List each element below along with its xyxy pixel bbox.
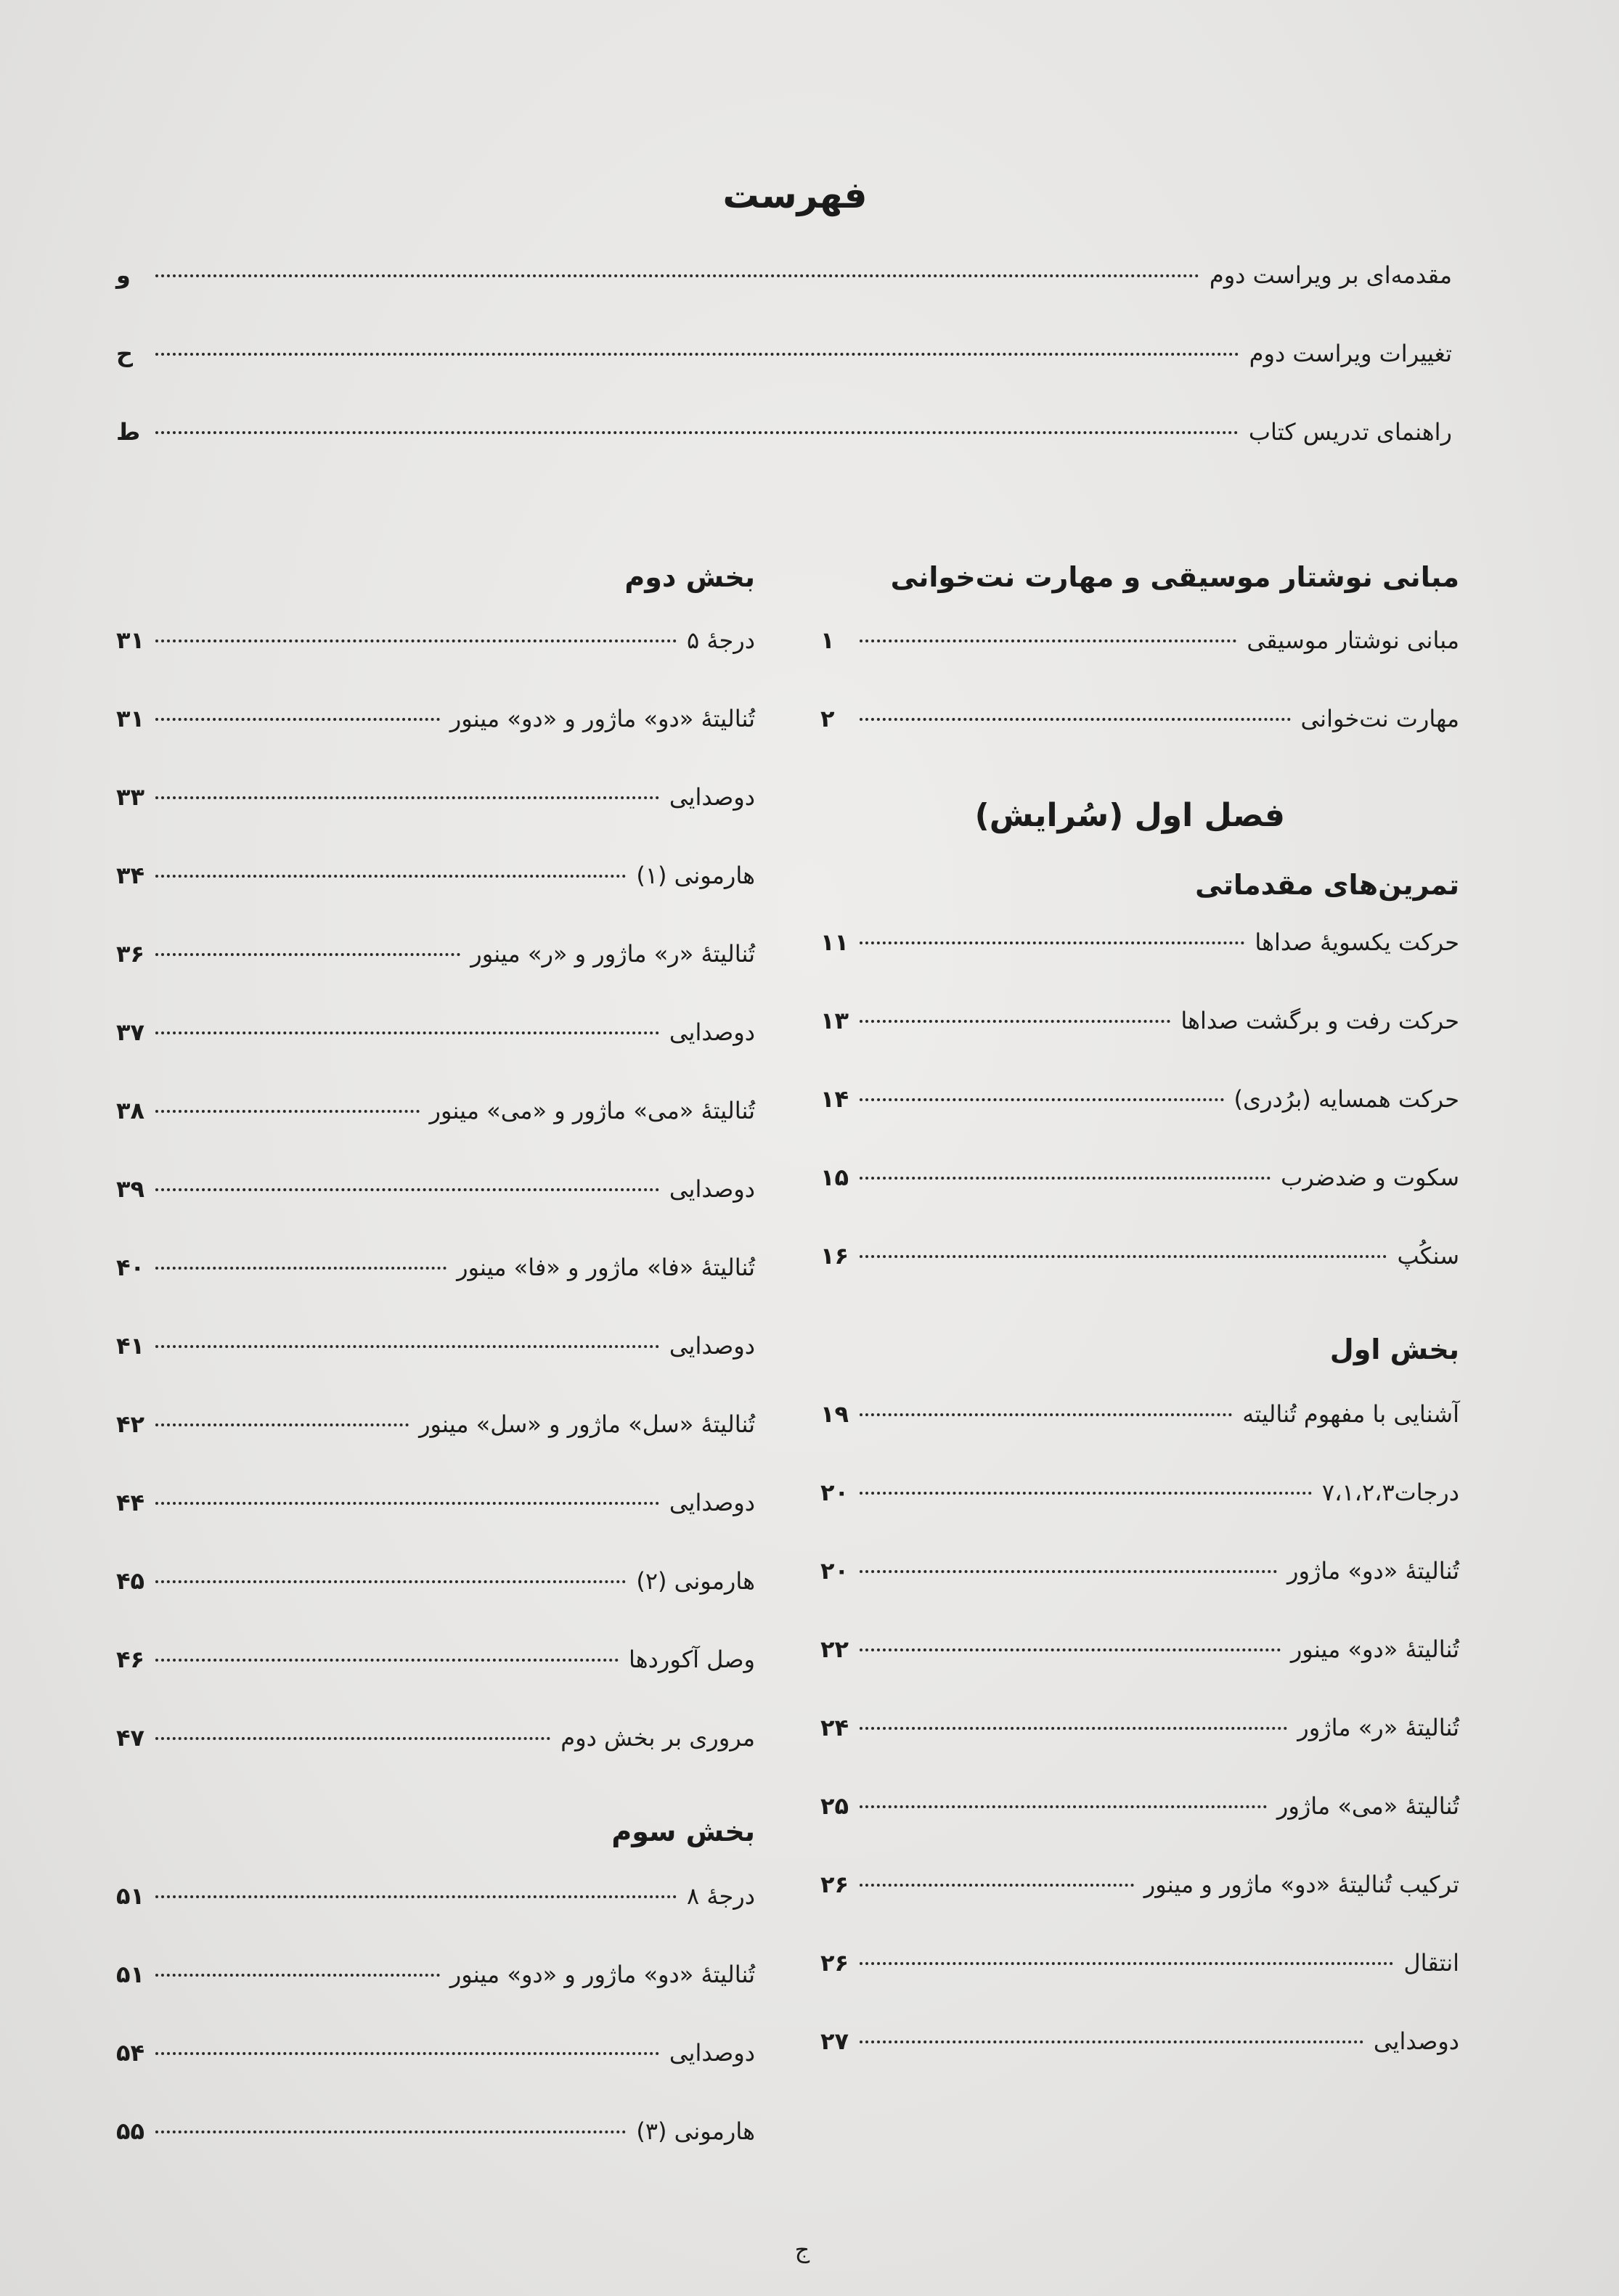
toc-entry-title: هارمونی (۲) [636, 1567, 755, 1595]
leader-dots [860, 640, 1236, 642]
toc-entry[interactable] [116, 1018, 755, 1097]
section-heading: مبانی نوشتار موسیقی و مهارت نت‌خوانی [890, 561, 1459, 593]
section-heading: بخش سوم [611, 1815, 755, 1847]
leader-dots [155, 1974, 440, 1977]
toc-entry[interactable] [820, 1949, 1459, 2027]
toc-entry-page: ۲ [820, 705, 835, 732]
toc-entry[interactable] [820, 1792, 1459, 1871]
toc-right-column [820, 548, 1459, 2106]
toc-entry-title: هارمونی (۱) [636, 862, 755, 889]
leader-dots [860, 1413, 1232, 1416]
toc-entry-title: دوصدایی [669, 1175, 755, 1203]
leader-dots [860, 1492, 1312, 1495]
toc-entry-title: تُنالیتهٔ «می» ماژور [1276, 1792, 1459, 1820]
toc-entry-title: درجهٔ ۸ [687, 1882, 755, 1910]
toc-entry-page: ۵۱ [116, 1961, 145, 1988]
leader-dots [155, 1423, 409, 1426]
toc-entry-page: ۴۶ [116, 1646, 145, 1673]
toc-entry-title: دوصدایی [669, 1489, 755, 1516]
toc-entry-title: انتقال [1403, 1949, 1459, 1977]
toc-entry-page: ۳۶ [116, 940, 145, 968]
toc-entry-title: وصل آکوردها [628, 1646, 755, 1673]
leader-dots [155, 431, 1239, 434]
leader-dots [860, 2040, 1363, 2043]
toc-entry-page: ۴۰ [116, 1254, 145, 1281]
toc-entry-page: ۳۱ [116, 626, 145, 654]
toc-entry[interactable] [116, 940, 755, 1018]
toc-entry-title: حرکت رفت و برگشت صداها [1180, 1007, 1459, 1034]
toc-entry-title: دوصدایی [1373, 2027, 1459, 2055]
toc-entry-title: تُنالیتهٔ «می» ماژور و «می» مینور [429, 1097, 755, 1124]
toc-entry-title: مهارت نت‌خوانی [1300, 705, 1459, 732]
toc-entry[interactable] [116, 1882, 755, 1961]
toc-entry[interactable] [116, 340, 1452, 418]
leader-dots [155, 2130, 626, 2133]
leader-dots [155, 953, 460, 956]
toc-entry[interactable] [820, 928, 1459, 1007]
toc-entry-page: ۵۴ [116, 2039, 145, 2067]
toc-entry-title: سکوت و ضدضرب [1281, 1164, 1459, 1191]
toc-entry-title: دوصدایی [669, 783, 755, 811]
leader-dots [155, 1502, 659, 1505]
toc-entry-page: ۳۷ [116, 1018, 145, 1046]
intro-list [116, 261, 1452, 497]
toc-entry-title: هارمونی (۳) [636, 2117, 755, 2145]
leader-dots [155, 1031, 659, 1034]
leader-dots [860, 1255, 1387, 1258]
toc-entry[interactable] [116, 783, 755, 862]
leader-dots [860, 1962, 1393, 1965]
toc-entry-title: مروری بر بخش دوم [560, 1724, 755, 1752]
toc-entry-title: سنکُپ [1397, 1242, 1459, 1270]
toc-entry-title: دوصدایی [669, 1332, 755, 1360]
toc-entry[interactable] [116, 1646, 755, 1724]
toc-entry-title: تُنالیتهٔ «دو» مینور [1290, 1635, 1459, 1663]
leader-dots [860, 1884, 1134, 1887]
leader-dots [860, 1805, 1267, 1808]
toc-entry[interactable] [820, 1242, 1459, 1320]
toc-entry-title: تُنالیتهٔ «دو» ماژور و «دو» مینور [449, 705, 755, 732]
toc-entry-page: ۲۰ [820, 1479, 849, 1506]
toc-entry-title: تُنالیتهٔ «فا» ماژور و «فا» مینور [457, 1254, 755, 1281]
leader-dots [860, 1570, 1277, 1573]
page-title: فهرست [722, 174, 868, 216]
toc-entry-page: ۱۳ [820, 1007, 849, 1034]
toc-entry[interactable] [116, 2039, 755, 2117]
toc-entry[interactable] [820, 1007, 1459, 1085]
leader-dots [860, 1177, 1271, 1180]
leader-dots [155, 718, 440, 721]
leader-dots [860, 1649, 1281, 1651]
toc-entry-page: ۵۱ [116, 1882, 145, 1910]
leader-dots [155, 1345, 659, 1348]
toc-entry[interactable] [116, 1175, 755, 1254]
toc-entry-title: دوصدایی [669, 1018, 755, 1046]
toc-entry-page: ۱۱ [820, 928, 849, 956]
toc-entry-page: ۲۶ [820, 1949, 849, 1977]
toc-entry-title: دوصدایی [669, 2039, 755, 2067]
toc-entry[interactable] [820, 1479, 1459, 1557]
toc-entry-title: تُنالیتهٔ «دو» ماژور [1287, 1557, 1459, 1585]
leader-dots [860, 1098, 1224, 1101]
toc-entry[interactable] [116, 1961, 755, 2039]
leader-dots [155, 1188, 659, 1191]
toc-entry-page: ۴۷ [116, 1724, 145, 1752]
leader-dots [155, 274, 1199, 277]
toc-entry[interactable] [116, 705, 755, 783]
toc-entry-title: ترکیب تُنالیتهٔ «دو» ماژور و مینور [1143, 1871, 1459, 1898]
toc-entry-page: ۱۴ [820, 1085, 849, 1113]
leader-dots [860, 1727, 1287, 1730]
leader-dots [155, 640, 677, 642]
chapter-heading: فصل اول (سُرایش) [974, 797, 1285, 834]
toc-entry-page: ۳۱ [116, 705, 145, 732]
toc-entry[interactable] [820, 626, 1459, 705]
toc-entry-page: ۴۱ [116, 1332, 145, 1360]
toc-entry-title: تُنالیتهٔ «ر» ماژور [1297, 1714, 1459, 1741]
toc-entry-title: تُنالیتهٔ «سل» ماژور و «سل» مینور [419, 1410, 755, 1438]
leader-dots [155, 353, 1239, 356]
leader-dots [860, 941, 1244, 944]
toc-entry[interactable] [820, 1400, 1459, 1479]
leader-dots [155, 1267, 446, 1270]
toc-entry-page: ط [116, 418, 141, 446]
toc-entry-title: حرکت یکسویهٔ صداها [1255, 928, 1459, 956]
toc-entry[interactable] [116, 1724, 755, 1802]
toc-entry-page: ۴۴ [116, 1489, 145, 1516]
section-heading: بخش دوم [624, 561, 755, 593]
toc-entry-title: حرکت همسایه (برُدری) [1233, 1085, 1459, 1113]
toc-entry-page: ۲۶ [820, 1871, 849, 1898]
toc-entry-page: ۱۶ [820, 1242, 849, 1270]
section-heading: تمرین‌های مقدماتی [1195, 869, 1459, 901]
toc-entry[interactable] [116, 2117, 755, 2196]
toc-entry[interactable] [116, 1567, 755, 1646]
toc-entry-page: ۳۹ [116, 1175, 145, 1203]
toc-entry[interactable] [820, 1557, 1459, 1635]
toc-entry[interactable] [820, 2027, 1459, 2106]
leader-dots [155, 1659, 619, 1662]
toc-entry-page: و [116, 261, 131, 289]
toc-entry-title: مبانی نوشتار موسیقی [1247, 626, 1459, 654]
toc-entry-page: ح [116, 340, 134, 367]
toc-entry-page: ۴۲ [116, 1410, 145, 1438]
toc-entry-page: ۱۹ [820, 1400, 849, 1428]
leader-dots [155, 796, 659, 799]
toc-entry[interactable] [820, 1085, 1459, 1164]
leader-dots [155, 1895, 677, 1898]
toc-entry[interactable] [116, 1097, 755, 1175]
leader-dots [155, 1737, 550, 1740]
toc-entry-page: ۲۵ [820, 1792, 849, 1820]
toc-entry[interactable] [116, 862, 755, 940]
toc-entry-page: ۳۴ [116, 862, 145, 889]
toc-entry[interactable] [116, 626, 755, 705]
toc-entry-page: ۲۲ [820, 1635, 849, 1663]
toc-entry[interactable] [820, 1164, 1459, 1242]
toc-entry-title: آشنایی با مفهوم تُنالیته [1242, 1400, 1459, 1428]
page-number-footer: ج [794, 2236, 810, 2263]
toc-entry-title: تغییرات ویراست دوم [1249, 340, 1452, 367]
toc-entry[interactable] [116, 418, 1452, 497]
toc-entry-page: ۳۳ [116, 783, 145, 811]
toc-entry[interactable] [820, 1871, 1459, 1949]
toc-entry-page: ۵۵ [116, 2117, 145, 2145]
toc-entry[interactable] [116, 1489, 755, 1567]
toc-entry[interactable] [116, 1254, 755, 1332]
toc-entry-page: ۳۸ [116, 1097, 145, 1124]
toc-entry[interactable] [820, 1635, 1459, 1714]
toc-entry[interactable] [820, 705, 1459, 783]
toc-entry-title: مقدمه‌ای بر ویراست دوم [1209, 261, 1452, 289]
toc-entry-title: تُنالیتهٔ «دو» ماژور و «دو» مینور [449, 1961, 755, 1988]
toc-entry-title: راهنمای تدریس کتاب [1248, 418, 1452, 446]
toc-entry-page: ۴۵ [116, 1567, 145, 1595]
leader-dots [155, 2052, 659, 2055]
toc-entry[interactable] [116, 1410, 755, 1489]
toc-entry-page: ۱ [820, 626, 835, 654]
toc-entry-page: ۲۴ [820, 1714, 849, 1741]
leader-dots [155, 1110, 420, 1113]
section-heading: بخش اول [1329, 1333, 1459, 1365]
toc-entry-title: درجات۷،۱،۲،۳ [1321, 1479, 1459, 1506]
toc-entry[interactable] [116, 261, 1452, 340]
toc-entry-page: ۱۵ [820, 1164, 849, 1191]
toc-entry[interactable] [116, 1332, 755, 1410]
toc-entry-page: ۲۰ [820, 1557, 849, 1585]
toc-left-column [116, 548, 755, 2196]
toc-entry-page: ۲۷ [820, 2027, 849, 2055]
toc-entry-title: درجهٔ ۵ [687, 626, 755, 654]
leader-dots [155, 1580, 626, 1583]
leader-dots [860, 1020, 1170, 1023]
toc-entry-title: تُنالیتهٔ «ر» ماژور و «ر» مینور [470, 940, 755, 968]
leader-dots [860, 718, 1291, 721]
leader-dots [155, 875, 626, 878]
toc-entry[interactable] [820, 1714, 1459, 1792]
